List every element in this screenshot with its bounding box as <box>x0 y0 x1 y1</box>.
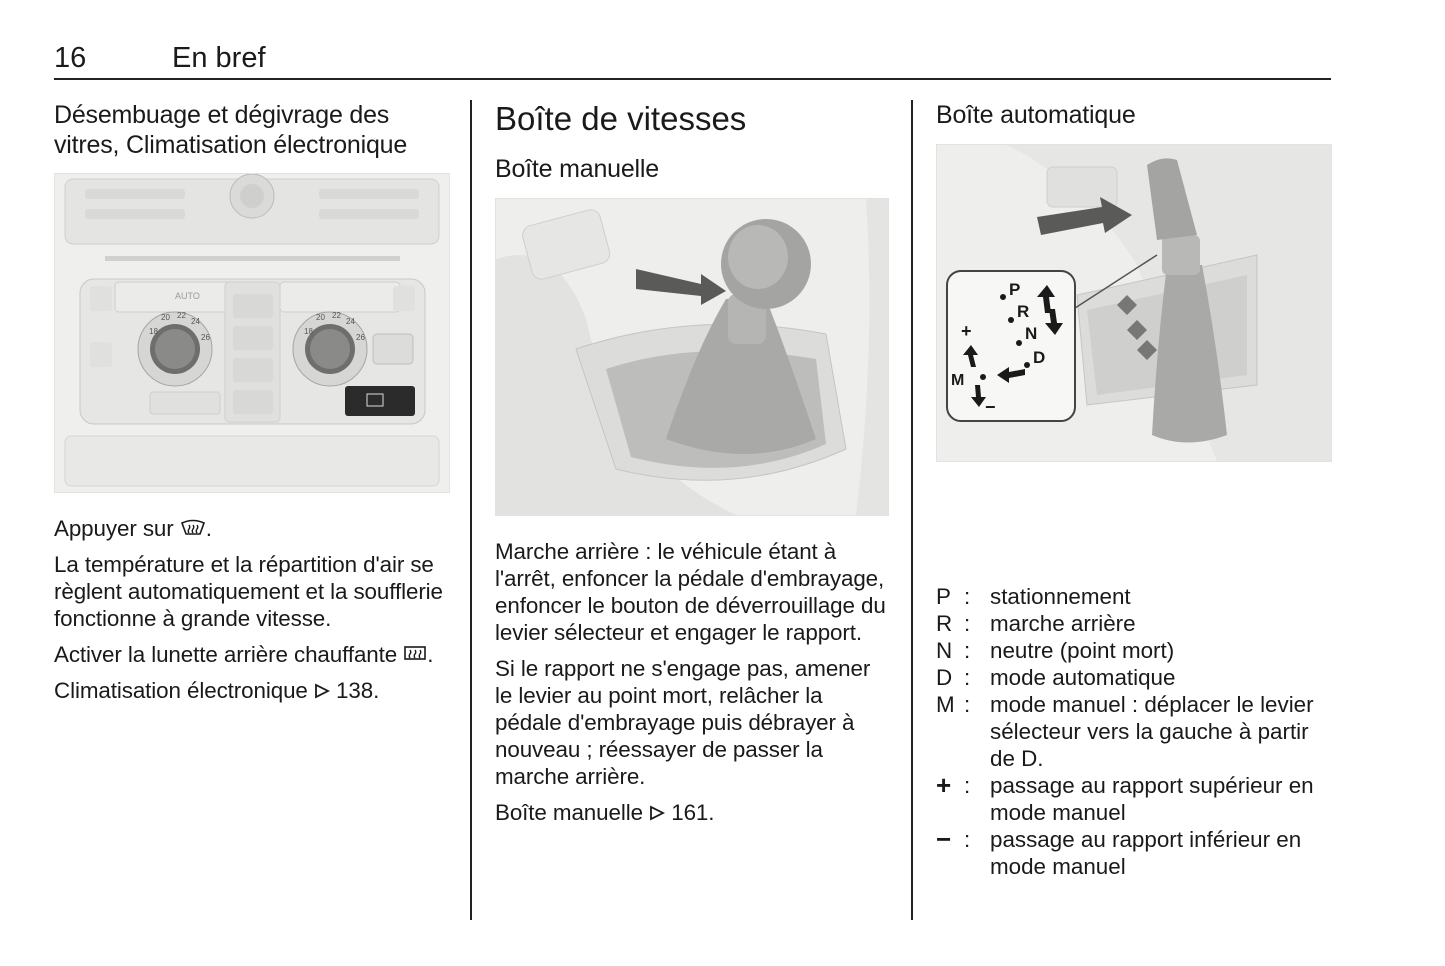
column-divider <box>470 100 472 920</box>
climate-heading: Désembuage et dégivrage des vitres, Climatisation électronique <box>54 101 408 159</box>
gear-n-label: N <box>1025 324 1038 343</box>
manual-gearbox-subtitle: Boîte manuelle <box>495 155 659 183</box>
climate-auto-text: La température et la répartition d'air se règlent automatiquement et la soufflerie fonctionne à grande vitesse. <box>54 552 443 631</box>
gear-legend <box>936 583 1331 880</box>
manual-gearbox-figure <box>495 198 889 516</box>
gear-legend-row: − : passage au rapport inférieur en mode manuel <box>936 826 1331 880</box>
gear-legend-row: + : passage au rapport supérieur en mode manuel <box>936 772 1331 826</box>
manual-gearbox-reference[interactable]: Boîte manuelle 161. <box>495 800 715 825</box>
windshield-defrost-icon <box>180 518 206 538</box>
gear-p-label: P <box>1009 280 1021 299</box>
gearbox-column <box>495 100 890 835</box>
reverse-retry-text: Si le rapport ne s'engage pas, amener le levier au point mort, relâcher la pédale d'embrayage puis débrayer à nouveau ; réessayer de passer la marche arrière. <box>495 656 871 789</box>
svg-text:26: 26 <box>201 333 210 342</box>
gear-legend-row: N : neutre (point mort) <box>936 637 1331 664</box>
climate-reference[interactable]: Climatisation électronique 138. <box>54 678 380 703</box>
gear-minus-label: − <box>985 397 996 417</box>
rear-window-heat-icon <box>403 644 427 664</box>
svg-text:22: 22 <box>177 311 186 320</box>
svg-text:26: 26 <box>356 333 365 342</box>
gear-m-label: M <box>951 372 965 389</box>
svg-text:20: 20 <box>161 313 170 322</box>
gear-legend-row: P : stationnement <box>936 583 1331 610</box>
gear-legend-row: R : marche arrière <box>936 610 1331 637</box>
gear-description: passage au rapport supérieur en mode manuel <box>990 773 1314 825</box>
gear-key: P <box>936 584 951 609</box>
gear-legend-row: D : mode automatique <box>936 664 1331 691</box>
climate-control-figure <box>54 173 450 493</box>
gearbox-title: Boîte de vitesses <box>495 100 747 137</box>
column-divider <box>911 100 913 920</box>
reverse-gear-text: Marche arrière : le véhicule étant à l'arrêt, enfoncer la pédale d'embrayage, enfoncer le bouton de déverrouillage du levier sélecteur et engager le rapport. <box>495 539 886 645</box>
gear-description: stationnement <box>990 584 1131 609</box>
auto-label: AUTO <box>175 291 200 301</box>
gear-description: passage au rapport inférieur en mode manuel <box>990 827 1302 879</box>
svg-text:24: 24 <box>191 317 200 326</box>
gear-description: mode manuel : déplacer le levier sélecteur vers la gauche à partir de D. <box>990 692 1314 771</box>
gear-description: marche arrière <box>990 611 1136 636</box>
gear-description: mode automatique <box>990 665 1176 690</box>
page-header <box>54 40 1331 80</box>
defrost-instruction: Appuyer sur . <box>54 516 212 541</box>
automatic-gearbox-heading: Boîte automatique <box>936 101 1136 129</box>
gear-legend-row: M : mode manuel : déplacer le levier sélecteur vers la gauche à partir de D. <box>936 691 1331 772</box>
gear-key: − <box>936 824 952 854</box>
automatic-gearbox-column <box>936 100 1331 879</box>
automatic-gearbox-figure <box>936 144 1332 462</box>
reference-arrow-icon <box>649 804 665 822</box>
svg-text:22: 22 <box>332 311 341 320</box>
gear-key: N <box>936 638 953 663</box>
svg-text:18: 18 <box>149 327 158 336</box>
gear-key: R <box>936 611 953 636</box>
reference-arrow-icon <box>314 682 330 700</box>
svg-text:18: 18 <box>304 327 313 336</box>
gear-r-label: R <box>1017 302 1030 321</box>
section-title: En bref <box>172 42 266 74</box>
gear-key: D <box>936 665 953 690</box>
gear-d-label: D <box>1033 348 1046 367</box>
rear-window-text: Activer la lunette arrière chauffante . <box>54 642 434 667</box>
svg-text:24: 24 <box>346 317 355 326</box>
gear-description: neutre (point mort) <box>990 638 1175 663</box>
gear-key: M <box>936 692 955 717</box>
svg-text:20: 20 <box>316 313 325 322</box>
page-number: 16 <box>54 42 87 74</box>
climate-column <box>54 100 449 713</box>
gear-key: + <box>936 770 952 800</box>
gear-plus-label: + <box>961 321 972 341</box>
